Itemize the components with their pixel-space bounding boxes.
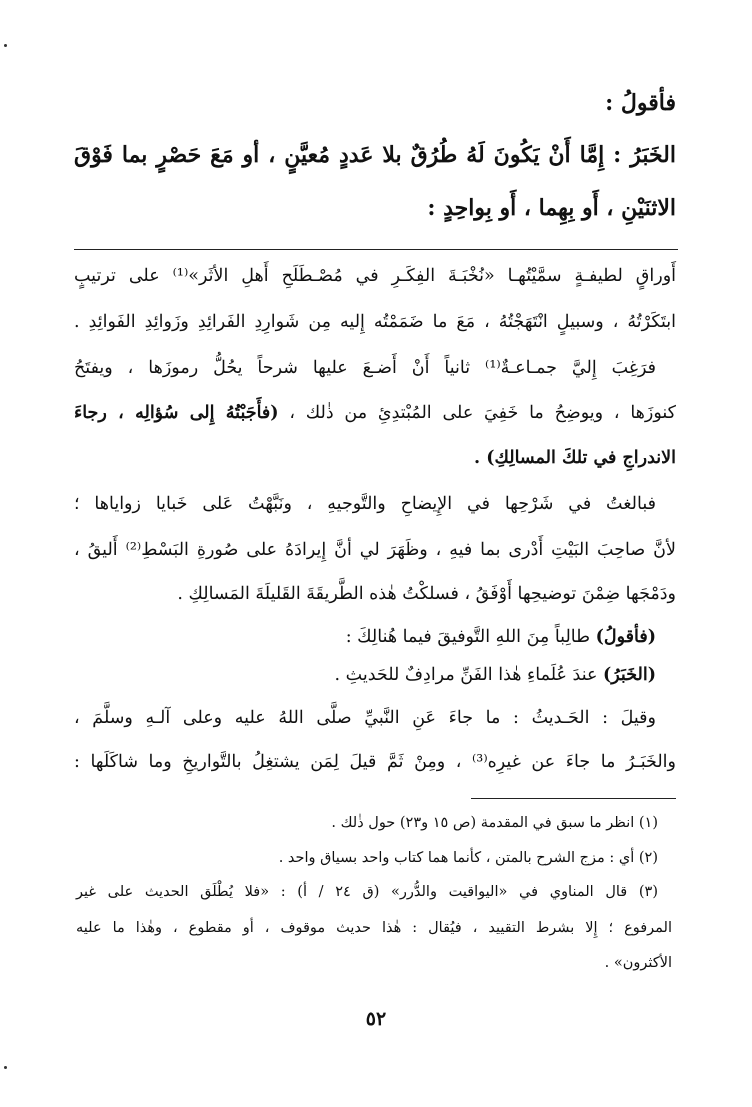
- scan-speck: [4, 44, 7, 47]
- commentary-line: والخَبَـرُ ما جاءَ عن غيرِه⁽³⁾ ، ومِنْ ثَمَّ قيلَ لِمَن يشتغِلُ بالتَّواريخِ وما شاكَلَها :: [74, 752, 676, 772]
- commentary-line: ودَمْجَها ضِمْنَ توضيحِها أَوْفَقُ ، فسلكْتُ هٰذه الطَّريقَةَ القَليلَةَ المَسالِكِ .: [177, 584, 676, 604]
- commentary-text: طالِباً مِنَ اللهِ التَّوفيقَ فيما هُنالِكَ :: [345, 627, 596, 647]
- commentary-text: كنوزَها ، ويوضِحُ ما خَفِيَ على المُبْتدِئِ من ذٰلك ،: [278, 403, 676, 423]
- matn-separator: [74, 249, 678, 250]
- commentary-line: وقيلَ : الحَـديثُ : ما جاءَ عَنِ النَّبيِّ صلَّى اللهُ عليه وعلى آلـهِ وسلَّمَ ،: [74, 708, 656, 728]
- footnote-2: (٢) أي : مزج الشرح بالمتن ، كأنما هما كتاب واحد بسياق واحد .: [278, 850, 658, 866]
- commentary-line: [335, 665, 656, 685]
- footnote-separator: [471, 798, 676, 799]
- footnote-3-line: (٣) قال المناوي في «اليواقيت والدُّرر» (ق ٢٤ / أ) : «فلا يُطْلَق الحديث على غير: [76, 884, 658, 900]
- matn-line: الاثنَيْنِ ، أَو بِهِما ، أَو بِواحِدٍ :: [427, 195, 676, 221]
- page-number: ٥٢: [365, 1008, 387, 1030]
- commentary-bold: (الخَبَرُ): [603, 665, 656, 685]
- matn-heading: فأقولُ :: [605, 90, 676, 116]
- footnote-1: (١) انظر ما سبق في المقدمة (ص ١٥ و٢٣) حول ذٰلك .: [331, 815, 658, 831]
- matn-line: الخَبَرُ : إِمَّا أَنْ يَكُونَ لَهُ طُرُقٌ بلا عَددٍ مُعيَّنٍ ، أو مَعَ حَصْرٍ بما فَوْقَ: [74, 142, 677, 168]
- commentary-line: [346, 627, 656, 647]
- commentary-line: لأنَّ صاحِبَ البَيْتِ أَدْرى بما فيهِ ، وظَهَرَ لي أنَّ إِيرادَهُ على صُورةِ البَسْطِ⁽²⁾ أَليقُ ،: [74, 540, 676, 560]
- scan-speck: [4, 1066, 7, 1069]
- footnote-3-line: الأكثرون» .: [604, 955, 672, 971]
- commentary-line: ابتَكَرْتُهُ ، وسبيلٍ انْتَهَجْتُهُ ، مَعَ ما ضَمَمْتُه إِليه مِن شَوارِدِ الفَرائِدِ وزَوائِدِ الفَوائِدِ .: [74, 312, 676, 332]
- commentary-line: فرَغِبَ إِليَّ جمـاعـةٌ⁽¹⁾ ثانياً أَنْ أَضـعَ عليها شرحاً يحُلُّ رموزَها ، ويفتَحُ: [74, 358, 657, 378]
- footnote-3-line: المرفوع ؛ إِلا بشرط التقييد ، فيُقال : هٰذا حديث موقوف ، أو مقطوع ، وهٰذا ما عليه: [76, 920, 672, 936]
- commentary-line: فبالغتُ في شَرْحِها في الإِيضاحِ والتَّوجيهِ ، ونَبَّهْتُ عَلى خَبايا زواياها ؛: [74, 494, 656, 514]
- commentary-line: أَوراقٍ لطيفـةٍ سمَّيْتُهـا «نُخْبَـةَ الفِكَـرِ في مُصْـطَلَحِ أَهلِ الأثَر»⁽¹⁾ على ترتيبٍ: [74, 266, 677, 286]
- commentary-text: عندَ عُلَماءِ هٰذا الفَنِّ مرادِفٌ للحَديثِ .: [334, 665, 603, 685]
- commentary-line: [74, 403, 676, 423]
- commentary-line: الاندراجِ في تلكَ المسالِكِ) .: [474, 448, 676, 468]
- commentary-bold: (فأقولُ): [595, 627, 656, 647]
- commentary-bold: (فأَجَبْتُهُ إِلى سُؤالِه ، رجاءَ: [74, 403, 279, 423]
